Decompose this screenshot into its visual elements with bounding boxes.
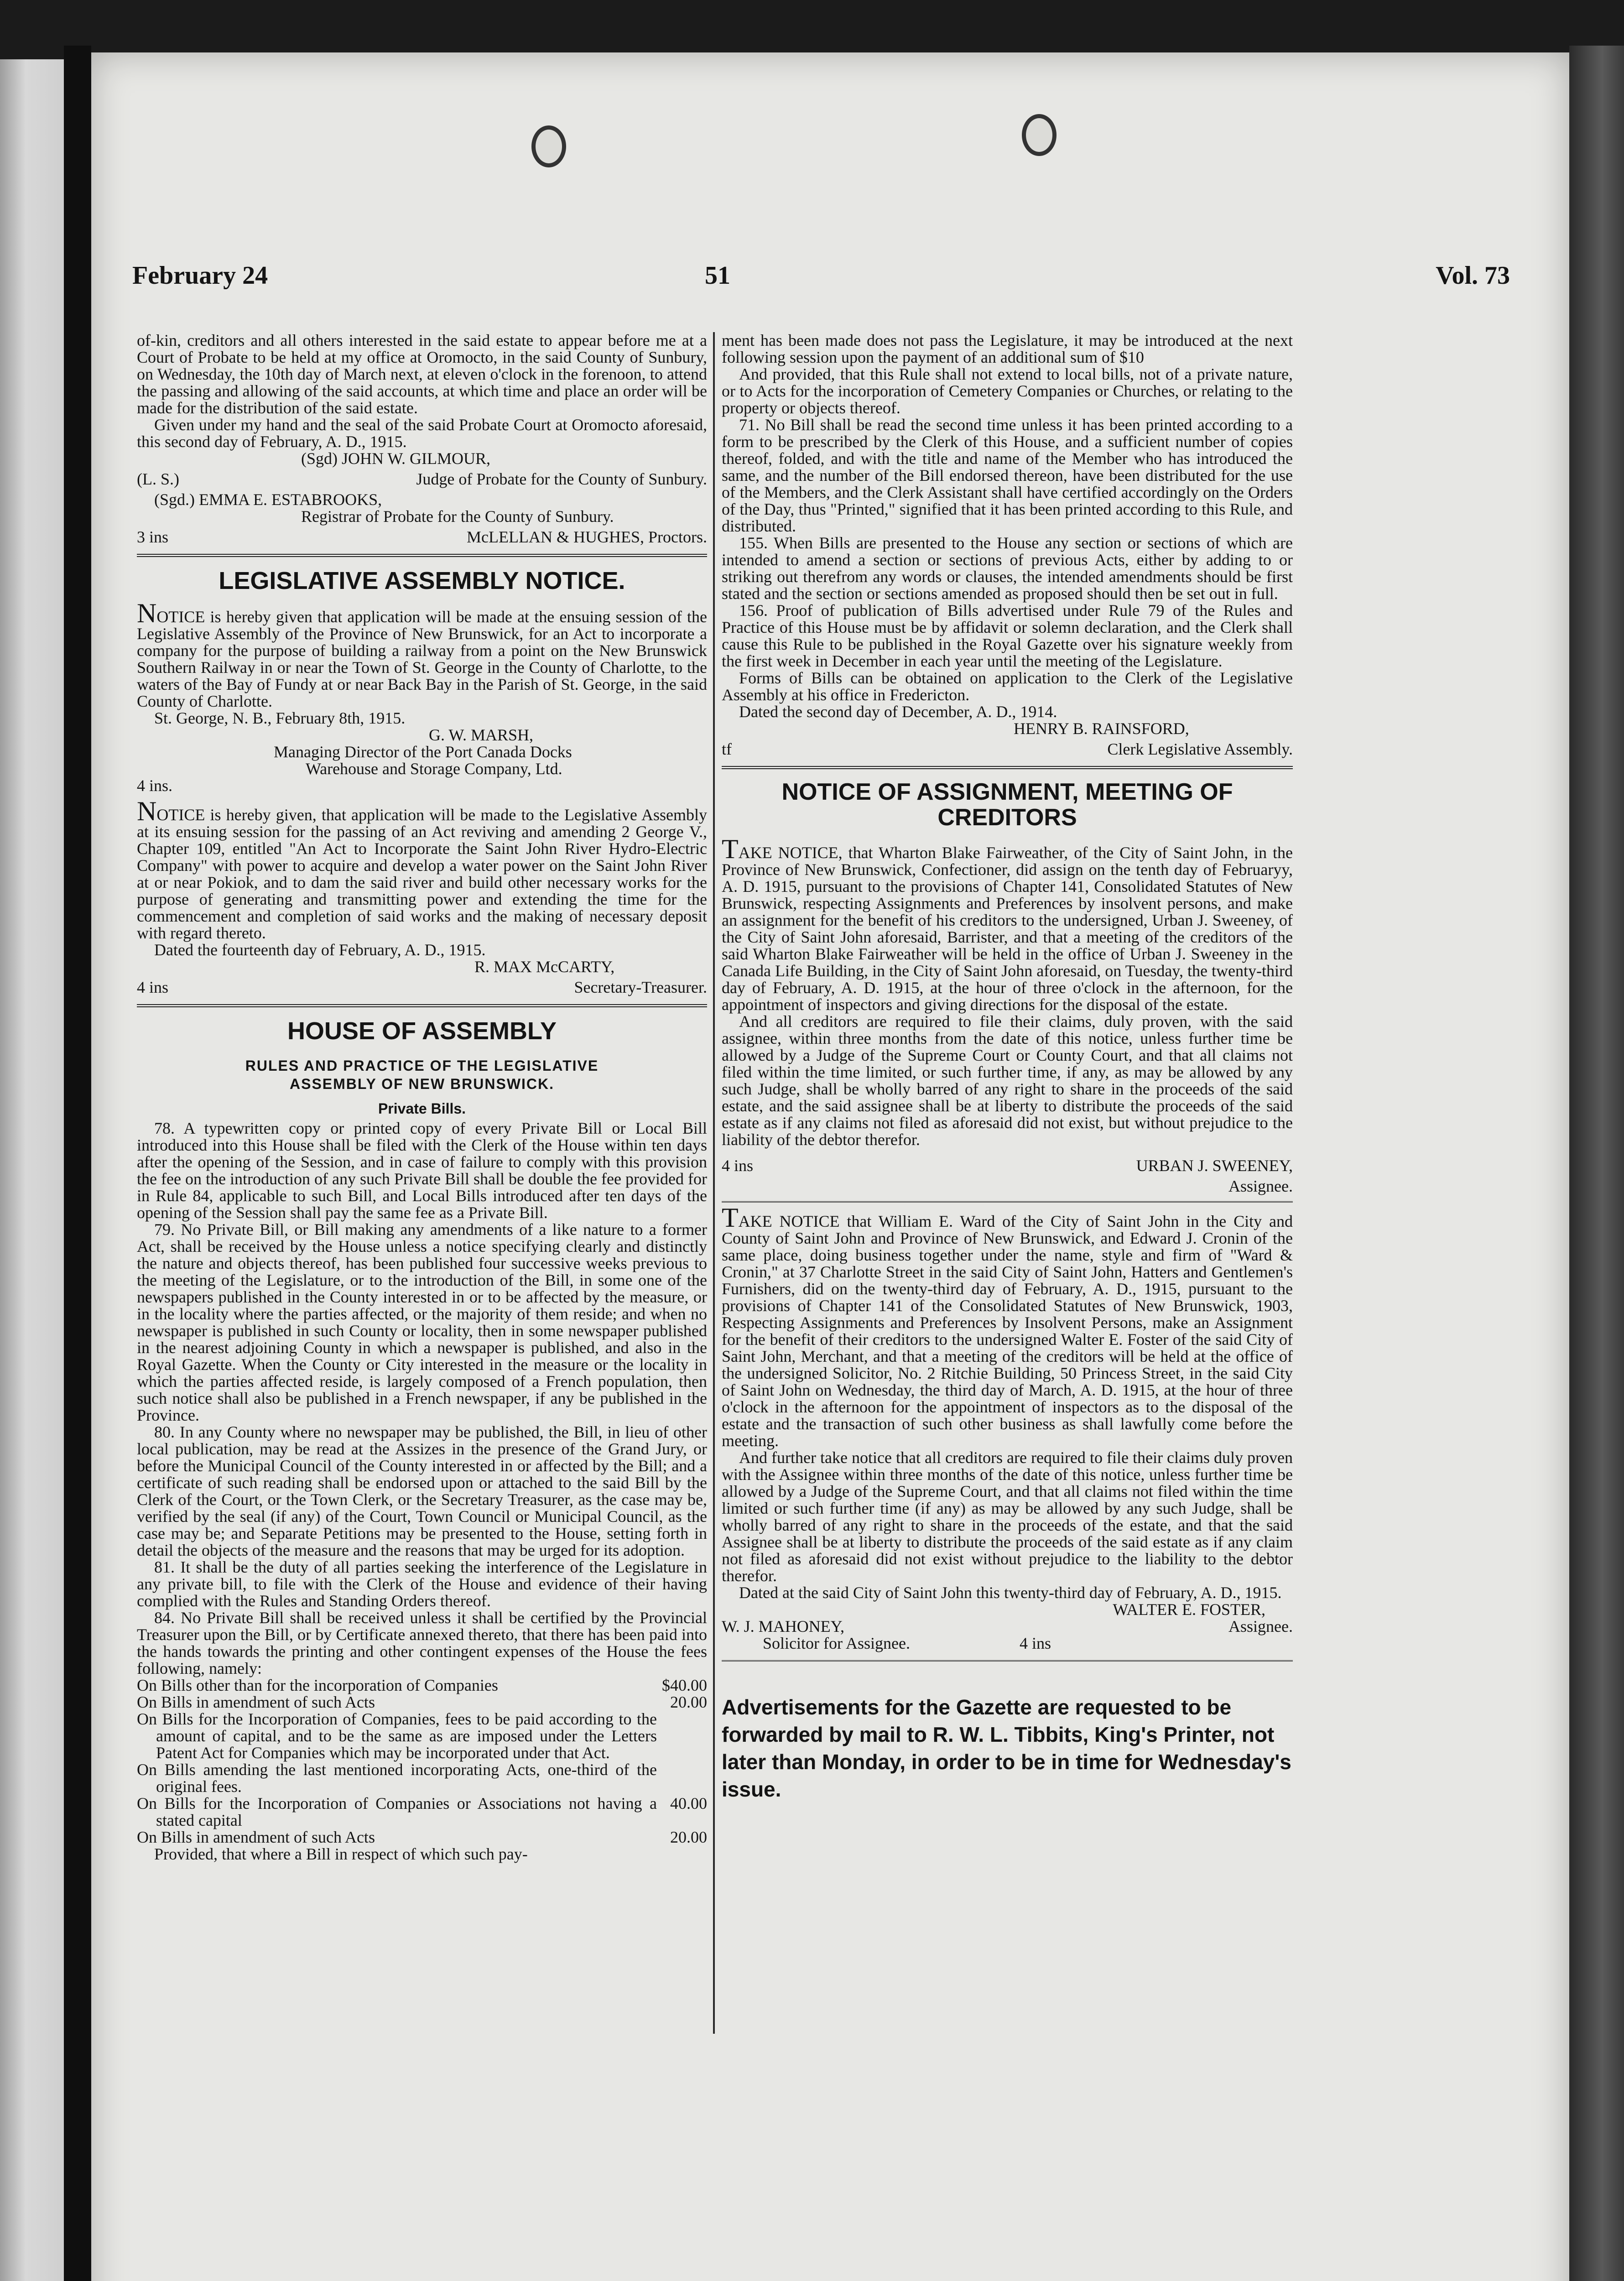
forms-of-bills: Forms of Bills can be obtained on application to the Clerk of the Legislative Assembly at his office in Fredericton. (722, 669, 1293, 704)
fairweather-assignee-title: Assignee. (1228, 1177, 1293, 1195)
notice-railway-title2: Warehouse and Storage Company, Ltd. (306, 760, 562, 778)
fee-row (137, 1677, 707, 1694)
fee-description: On Bills for the Incorporation of Companies or Associations not having a stated capital (137, 1794, 657, 1829)
probate-given: Given under my hand and the seal of the said Probate Court at Oromocto aforesaid, this second day of February, A. D., 1915. (137, 416, 707, 451)
fee-row (137, 1711, 707, 1761)
fee-amount (657, 1711, 707, 1761)
till-forbid-mark: tf (722, 740, 732, 758)
drop-cap: N (137, 598, 157, 628)
page-number: 51 (705, 261, 730, 290)
ward-cronin-notice-text: AKE NOTICE that William E. Ward of the City of Saint John in the City and County of Saint John and Province of New Brunswick, and Edward J. Cronin of the same place, doing business together under the name, style and firm of "Ward & Cronin," at 37 Charlotte Street in the said City of Saint John, Hatters and Gentlemen's Furnishers, did on the twenty-third day of February, A. D., 1915, pursuant to the provisions of Chapter 141 of the Consolidated Statutes of New Brunswick, 1903, Respecting Assignments and Preferences by Insolvent Persons, make an Assignment for the benefit of their creditors to the undersigned Walter E. Foster of the said City of Saint John, Merchant, and that a meeting of the creditors will be held at the office of the undersigned Solicitor, No. 2 Ritchie Building, 50 Princess Street, in the said City of Saint John on Wednesday, the third day of March, A. D. 1915, at the hour of three o'clock in the afternoon for the appointment of inspectors as to the disposal of the estate and the transaction of such other business as shall lawfully come before the meeting. (722, 1212, 1293, 1450)
section-rule (722, 766, 1293, 769)
assignment-heading (722, 779, 1293, 830)
probate-judge-title: Judge of Probate for the County of Sunbury. (416, 470, 707, 488)
assignment-heading-line-1: NOTICE OF ASSIGNMENT, MEETING OF (781, 779, 1233, 805)
notice-railway-body (137, 598, 707, 710)
section-rule (722, 1660, 1293, 1661)
ward-cronin-notice (722, 1203, 1293, 1450)
probate-proctors: McLELLAN & HUGHES, Proctors. (467, 528, 707, 546)
fee-amount: 40.00 (670, 1794, 707, 1812)
fee-description: On Bills other than for the incorporation of Companies (137, 1676, 498, 1694)
ward-cronin-dated: Dated at the said City of Saint John this twenty-third day of February, A. D., 1915. (739, 1583, 1282, 1602)
fee-row (137, 1694, 707, 1711)
binding-hole-left (531, 125, 566, 167)
fairweather-notice (722, 834, 1293, 1014)
rule-84: 84. No Private Bill shall be received unless it shall be certified by the Provincial Treasurer upon the Bill, or by Certificate annexed thereto, that there has been paid into the hands towards the printing and other contingent expenses of the House the fees following, namely: (137, 1609, 707, 1677)
legislative-notice-heading: LEGISLATIVE ASSEMBLY NOTICE. (219, 567, 625, 594)
fee-amount: 20.00 (670, 1828, 707, 1846)
fee-description: On Bills for the Incorporation of Companies, fees to be paid according to the amount of capital, and to be the same as are imposed under the Letters Patent Act for Companies which may be incorporated under that Act. (137, 1710, 657, 1762)
house-heading: HOUSE OF ASSEMBLY (287, 1017, 557, 1045)
drop-cap: T (722, 1203, 739, 1233)
house-of-assembly-rules (137, 1017, 707, 1863)
fee-list (137, 1677, 707, 1846)
binding-gutter (64, 46, 91, 2281)
fairweather-assignee: URBAN J. SWEENEY, (1136, 1156, 1293, 1175)
notice-hydro-signature: R. MAX McCARTY, (474, 958, 615, 976)
rule-79: 79. No Private Bill, or Bill making any amendments of a like nature to a former Act, shall be received by the House unless a notice specifying clearly and distinctly the nature and objects thereof, has been published four successive weeks previous to the meeting of the Legislature, or to the introduction of the Bill, in some one of the newspapers published in the County interested in or to be affected by the measure, or in the locality where the parties affected, or the majority of them reside; and when no newspaper is published in such County or locality, then in some newspaper published in the nearest adjoining County in which a newspaper is published, and also in the Royal Gazette. When the County or City interested in the measure or the locality in which the parties affected reside, is largely composed of a French population, then such notice shall also be published in a French newspaper, if any be published in the Province. (137, 1220, 707, 1424)
left-column (137, 332, 707, 1863)
issue-date: February 24 (132, 261, 268, 290)
clerk-title: Clerk Legislative Assembly. (1107, 740, 1293, 758)
fee-amount (657, 1761, 707, 1795)
notice-railway-title1: Managing Director of the Port Canada Docks (274, 743, 572, 761)
notice-rule (722, 1201, 1293, 1203)
probate-body: of-kin, creditors and all others interested in the said estate to appear before me at a Court of Probate to be held at my office at Oromocto, in the said County of Sunbury, on Wednesday, the 10th day of March next, at eleven o'clock in the forenoon, to attend the passing and allowing of the said accounts, at which time and place an order will be made for the distribution of the said estate. (137, 331, 707, 417)
clerk-signature: HENRY B. RAINSFORD, (1014, 719, 1189, 738)
rule-84-continued: ment has been made does not pass the Legislature, it may be introduced at the next following session upon the payment of an additional sum of $10 (722, 331, 1293, 366)
assignment-notices (722, 779, 1293, 1652)
probate-judge-signature: (Sgd) JOHN W. GILMOUR, (301, 449, 491, 468)
house-subheading-2: ASSEMBLY OF NEW BRUNSWICK. (289, 1076, 555, 1092)
binding-hole-right (1022, 114, 1057, 156)
rule-81: 81. It shall be the duty of all parties seeking the interference of the Legislature in any private bill, to file with the Clerk of the House and evidence of their having complied with the Rules and Standing Orders thereof. (137, 1558, 707, 1610)
notice-railway-insertions: 4 ins. (137, 776, 173, 795)
rule-155: 155. When Bills are presented to the House any section or sections of which are intended to amend a section or sections of previous Acts, either by adding to or striking out therefrom any words or clauses, the intended amendments should be first stated and the section or sections amended as proposed should then be set out in full. (722, 534, 1293, 603)
probate-registrar-title: Registrar of Probate for the County of Sunbury. (301, 507, 614, 526)
rules-continued (722, 332, 1293, 758)
probate-notice (137, 332, 707, 546)
notice-hydro-insertions: 4 ins (137, 978, 169, 996)
ward-cronin-claims: And further take notice that all creditors are required to file their claims duly proven with the Assignee within three months of the date of this notice, unless further time be allowed by a Judge of the Supreme Court, and that all claims not filed within the time limited or such further time (if any) as may be allowed by any such Judge, shall be wholly barred of any right to share in the proceeds of the estate, and that the said Assignee shall be at liberty to distribute the proceeds of the said estate as if any claim not filed as aforesaid did not exist without prejudice to the liability to the debtor therefor. (722, 1448, 1293, 1585)
ward-cronin-insertions: 4 ins (1019, 1634, 1051, 1652)
fee-amount: $40.00 (662, 1676, 707, 1694)
fairweather-insertions: 4 ins (722, 1156, 754, 1175)
probate-registrar-signature: (Sgd.) EMMA E. ESTABROOKS, (154, 490, 382, 509)
notice-railway-signature: G. W. MARSH, (429, 726, 534, 744)
solicitor-title: Solicitor for Assignee. (763, 1634, 910, 1652)
rule-71: 71. No Bill shall be read the second time unless it has been printed according to a form to be prescribed by the Clerk of this House, and a sufficient number of copies thereof, folded, and with the title and name of the Member who has introduced the same, and the number of the Bill endorsed thereon, have been distributed for the use of the Members, and the Clerk Assistant shall have certified accordingly on the Orders of the Day, thus "Printed," signified that it has been printed according to this Rule, and distributed. (722, 416, 1293, 535)
notice-hydro-body (137, 796, 707, 942)
fairweather-notice-text: AKE NOTICE, that Wharton Blake Fairweather, of the City of Saint John, in the Province of New Brunswick, Confectioner, did assign on the tenth day of Februaryy, A. D. 1915, pursuant to the provisions of Chapter 141, Consolidated Statutes of New Brunswick, respecting Assignments and Preferences by insolvent persons, and make an assignment for the benefit of his creditors to the undersigned, Urban J. Sweeney, of the City of Saint John aforesaid, Barrister, and that a meeting of the creditors of the said Wharton Blake Fairweather will be held in the office of Urban J. Sweeney in the Canada Life Building, in the City of Saint John aforesaid, on Tuesday, the twenty-third day of February, A. D. 1915, at the hour of three o'clock in the afternoon, for the appointment of inspectors and giving directions for the disposal of the estate. (722, 844, 1293, 1014)
rules-dated: Dated the second day of December, A. D., 1914. (739, 703, 1057, 721)
advertisement-notice: Advertisements for the Gazette are requested to be forwarded by mail to R. W. L. Tibbits, King's Printer, not later than Monday, in order to be in time for Wednesday's issue. (722, 1695, 1291, 1801)
fee-amount: 20.00 (670, 1693, 707, 1711)
fee-row (137, 1829, 707, 1846)
fee-description: On Bills in amendment of such Acts (137, 1693, 375, 1711)
ward-cronin-assignee: WALTER E. FOSTER, (1113, 1600, 1265, 1619)
rule-80: 80. In any County where no newspaper may be published, the Bill, in lieu of other local publication, may be read at the Assizes in the presence of the Grand Jury, or before the Municipal Council of the County interested in or affected by the Bill; and a certificate of such reading shall be endorsed upon or attached to the said Bill by the Clerk of the Court, or the Town Clerk, or the Secretary Treasurer, as the case may be, verified by the seal (if any) of the Court, Town Council or Municipal Council, as the case may be; and Separate Petitions may be presented to the House, setting forth in detail the objects of the measure and the reasons that may be urged for its adoption. (137, 1423, 707, 1559)
assignment-heading-line-2: CREDITORS (937, 804, 1077, 831)
fee-description: On Bills amending the last mentioned incorporating Acts, one-third of the original fees. (137, 1760, 657, 1796)
page-stack-edge (1569, 46, 1624, 2281)
section-rule (137, 1004, 707, 1007)
solicitor-name: W. J. MAHONEY, (722, 1617, 845, 1635)
right-column (722, 332, 1293, 1803)
fairweather-claims: And all creditors are required to file their claims, duly proven, with the said assignee, within three months from the date of this notice, unless further time be allowed by a Judge of the Supreme Court or County Court, and that all claims not filed within the time limited, or such further time, if any, as may be allowed by any such Judge, shall be wholly barred of any right to share in the proceeds of the said estate, and the said assignee shall be at liberty to distribute the proceeds of the said estate as if any claims not filed as aforesaid did not exist, but without prejudice to the liability of the debtor therefor. (722, 1012, 1293, 1149)
section-rule (137, 554, 707, 557)
adjacent-page-edge (0, 59, 64, 2281)
notice-railway-text: OTICE is hereby given that application will be made at the ensuing session of the Legislative Assembly of the Province of New Brunswick, for an Act to incorporate a company for the purpose of building a railway from a point on the New Brunswick Southern Railway in or near the Town of St. George in the County of Charlotte, to the waters of the Bay of Fundy at or near Back Bay in the Parish of St. George, in the said County of Charlotte. (137, 608, 707, 710)
column-divider (713, 332, 715, 2034)
notice-hydro-date: Dated the fourteenth day of February, A. D., 1915. (154, 941, 486, 959)
drop-cap: N (137, 796, 157, 826)
legislative-assembly-notice (137, 567, 707, 996)
fee-row (137, 1795, 707, 1829)
ward-cronin-assignee-title: Assignee. (1228, 1617, 1293, 1635)
rule-84-proviso: Provided, that where a Bill in respect of which such pay- (154, 1845, 528, 1863)
fee-row (137, 1761, 707, 1795)
fee-description: On Bills in amendment of such Acts (137, 1828, 375, 1846)
notice-railway-date: St. George, N. B., February 8th, 1915. (154, 709, 406, 727)
probate-seal: (L. S.) (137, 470, 179, 488)
rule-84-proviso-2: And provided, that this Rule shall not extend to local bills, not of a private nature, or to Acts for the incorporation of Cemetery Companies or Churches, or relating to the property or objects thereof. (722, 365, 1293, 417)
rule-156: 156. Proof of publication of Bills advertised under Rule 79 of the Rules and Practice of this House must be by affidavit or solemn declaration, and the Clerk shall cause this Rule to be published in the Royal Gazette over his signature weekly from the first week in December in each year until the meeting of the Legislature. (722, 601, 1293, 670)
notice-hydro-text: OTICE is hereby given, that application will be made to the Legislative Assembly at its ensuing session for the passing of an Act reviving and amending 2 George V., Chapter 109, entitled "An Act to Incorporate the Saint John River Hydro-Electric Company" with power to acquire and develop a water power on the Saint John River at or near Pokiok, and to dam the said river and build other necessary works for the purpose of generating and transmitting power and extending the time for the commencement and completion of said works and the making of necessary deposit with regard thereto. (137, 806, 707, 942)
volume-number: Vol. 73 (1436, 261, 1510, 290)
private-bills-heading: Private Bills. (378, 1100, 466, 1117)
house-subheading-1: RULES AND PRACTICE OF THE LEGISLATIVE (245, 1057, 599, 1074)
rule-78: 78. A typewritten copy or printed copy of every Private Bill or Local Bill introduced into this House shall be filed with the Clerk of the House within ten days after the opening of the Session, and in case of failure to comply with this provision the fee on the introduction of any such Private Bill shall be double the fee provided for in Rule 84, applicable to such Bill, and Local Bills introduced after ten days of the opening of the Session shall pay the same fee as a Private Bill. (137, 1119, 707, 1222)
notice-hydro-title: Secretary-Treasurer. (574, 978, 707, 996)
probate-insertions: 3 ins (137, 528, 169, 546)
drop-cap: T (722, 834, 739, 864)
